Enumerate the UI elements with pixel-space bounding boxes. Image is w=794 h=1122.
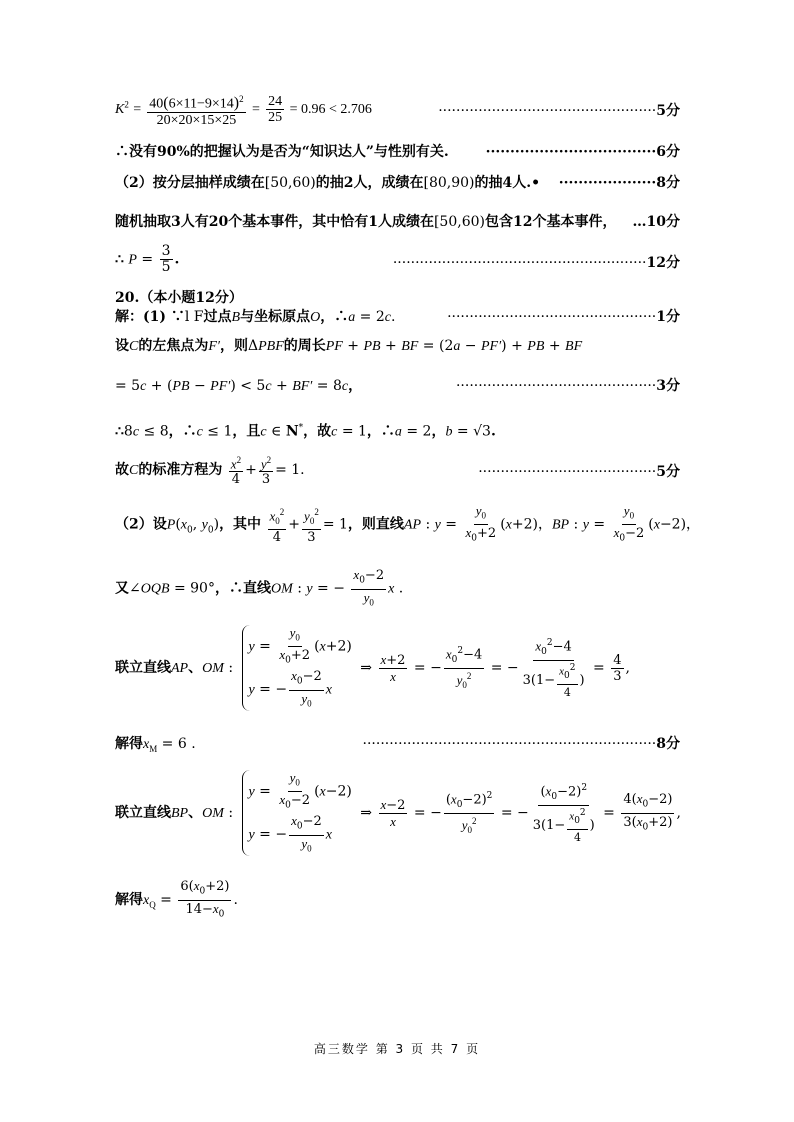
- score-line-3: ····················8分: [558, 175, 680, 191]
- system-brace-2: y = $\frac{y_0}{x_0-2}$ (x−2) y = − $\frac{x_0-2}{y_0}$ x: [242, 770, 352, 856]
- solution-part1-line: 解：(1) ∵l F过点B与坐标原点O，∴a = 2c. ···············································1分: [115, 309, 680, 325]
- conclusion-line: [115, 143, 680, 161]
- line-om: 又∠OQB = 90°，∴直线OM : y = − $\frac{x_0-2}{y_0}$ x .: [115, 567, 404, 608]
- probability-line: ∴ P = $\frac{3}{5}$ . ·························································12分: [115, 243, 680, 275]
- problem-20-title: 20.（本小题12分）: [115, 290, 243, 306]
- solve-xm-line: 解得$x_M = 6$ . ··································································8分: [115, 736, 680, 754]
- score-line-9: ·············································3分: [455, 378, 680, 394]
- system-bp-om: 联立直线BP、OM : y = $\frac{y_0}{x_0-2}$ (x−2) y = − $\frac{x_0-2}{y_0}$ x ⇒ $\frac{x-2}{x}$ = − $\frac{(x_0-2)^2}{y_0^2}$ = − $(x_0-2)^2$ 3(1− $\frac{x_0^2}{4}$ ) = $\frac{4(x_0-2)}{3(x_0+2)}$ ,: [115, 770, 680, 858]
- score-line-5: ·························································12分: [392, 255, 680, 271]
- basic-events-line: [115, 213, 680, 231]
- lines-ap-bp: （2）设$P(x_0$, $y_0$)，其中 $\frac{x_0^2}{4}$ + $\frac{y_0^2}{3}$ = 1，则直线AP : y = $\frac{y_0}{x_0+2}$ (x+2)，BP : y = $\frac{y_0}{x_0-2}$ (x−2)，: [115, 503, 701, 545]
- page-footer: 高三数学 第 3 页 共 7 页: [313, 1042, 481, 1056]
- stratified-sampling-line: [115, 174, 680, 192]
- problem-20-heading: [115, 289, 680, 307]
- perimeter-bound-line: = 5c + (PB − PF′) < 5c + BF′ = 8c， ·············································3分: [115, 378, 680, 394]
- system-brace-1: y = $\frac{y_0}{x_0+2}$ (x+2) y = − $\frac{x_0-2}{y_0}$ x: [242, 625, 352, 711]
- k-squared-line: [115, 92, 680, 132]
- score-line-1: ·················································5分: [438, 103, 680, 119]
- score-line-2: ···································6分: [485, 144, 680, 160]
- conclusion-text: ∴没有90%的把握认为是否为“知识达人”与性别有关.: [115, 144, 449, 160]
- score-line-4: …10分: [632, 214, 680, 230]
- perimeter-line: 设C的左焦点为F′，则ΔPBF的周长PF + PB + BF = (2a − PF′) + PB + BF: [115, 338, 583, 354]
- k-squared-formula: $K^2$ = $\frac{40(6\times 11-9\times 14)^2}{20\times 20\times 15\times 25}$ = $\frac{24}{25}$ = 0.96 < 2.706: [115, 94, 372, 128]
- basic-events-text: 随机抽取3人有20个基本事件，其中恰有1人成绩在[50,60)包含12个基本事件，: [115, 214, 617, 230]
- score-line-7: ···············································1分: [447, 309, 680, 325]
- system-ap-om: 联立直线AP、OM : y = $\frac{y_0}{x_0+2}$ (x+2) y = − $\frac{x_0-2}{y_0}$ x ⇒ $\frac{x+2}{x}$ = − $\frac{x_0^2-4}{y_0^2}$ = − $x_0^2-4$ 3(1− $\frac{x_0^2}{4}$ ) = $\frac{4}{3}$ ,: [115, 625, 680, 713]
- solve-xq-line: 解得$x_Q$ = $\frac{6(x_0+2)}{14-x_0}$ .: [115, 878, 238, 920]
- stratified-sampling-text: （2）按分层抽样成绩在[50,60)的抽2人，成绩在[80,90)的抽4人.•: [115, 175, 541, 191]
- score-line-11: ········································5分: [478, 464, 680, 480]
- solve-c-line: ∴8c ≤ 8，∴c ≤ 1，且c ∈ N*，故c = 1，∴a = 2，b = √3.: [115, 423, 496, 440]
- standard-equation-line: 故C的标准方程为 $\frac{x^2}{4}$ + $\frac{y^2}{3}$ = 1. ········································5分: [115, 455, 680, 488]
- score-line-15: ··································································8分: [362, 736, 680, 752]
